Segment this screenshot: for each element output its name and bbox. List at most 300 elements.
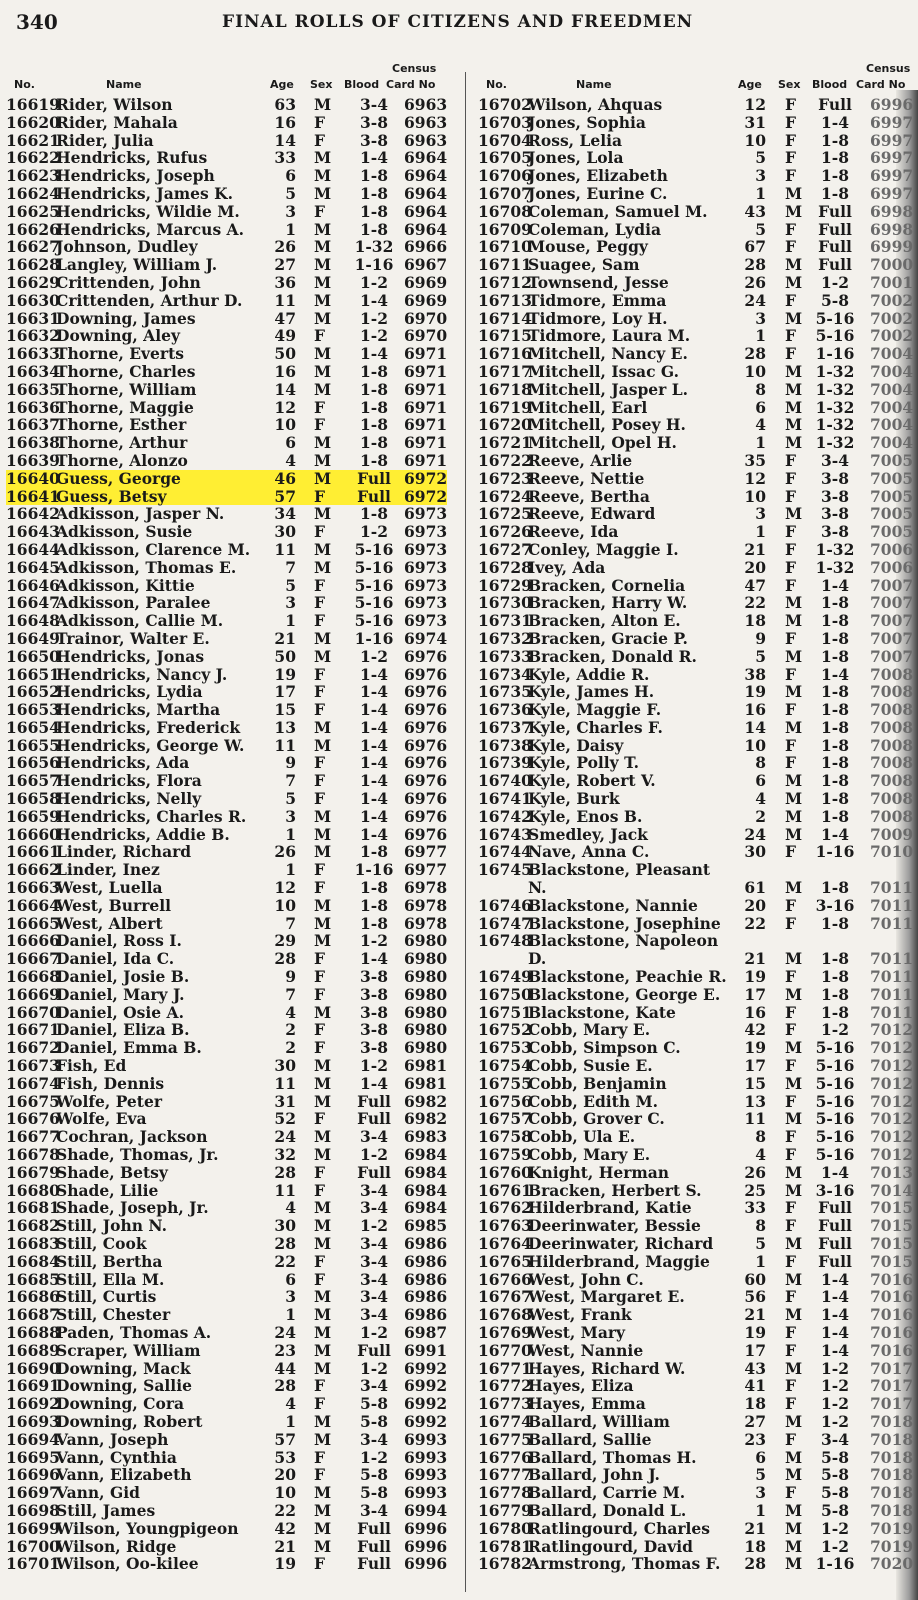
person-name: Still, Ella M. xyxy=(56,1269,165,1289)
person-name: Ballard, Carrie M. xyxy=(528,1483,686,1503)
roll-number: 16778 xyxy=(478,1483,532,1503)
person-name: Adkisson, Callie M. xyxy=(56,611,224,631)
sex: F xyxy=(314,682,326,702)
roll-row xyxy=(6,505,447,523)
roll-number: 16708 xyxy=(478,201,532,221)
age: 11 xyxy=(274,290,296,310)
roll-number: 16646 xyxy=(6,575,60,595)
census-card-number: 7009 xyxy=(870,824,914,844)
roll-number: 16716 xyxy=(478,344,532,364)
blood-quantum: 3-4 xyxy=(359,1500,388,1520)
roll-number: 16662 xyxy=(6,860,60,880)
person-name: Deerinwater, Bessie xyxy=(528,1216,701,1236)
blood-quantum: 1-32 xyxy=(354,237,394,257)
roll-number: 16758 xyxy=(478,1127,532,1147)
roll-number: 16702 xyxy=(478,95,532,114)
roll-number: 16632 xyxy=(6,326,60,346)
left-roll-list xyxy=(6,96,447,1573)
person-name: Reeve, Ida xyxy=(528,522,619,542)
roll-number: 16710 xyxy=(478,237,532,257)
person-name: Jones, Eurine C. xyxy=(528,183,668,203)
roll-row xyxy=(6,1502,447,1520)
sex: F xyxy=(785,95,797,114)
person-name: Ballard, Thomas H. xyxy=(528,1447,697,1467)
census-card-number: 7008 xyxy=(870,771,914,791)
census-card-number: 6984 xyxy=(404,1198,448,1218)
roll-number: 16637 xyxy=(6,415,60,435)
blood-quantum: 1-8 xyxy=(359,415,388,435)
census-card-number: 7005 xyxy=(870,486,914,506)
roll-row xyxy=(478,559,918,577)
person-name: Ratlingourd, Charles xyxy=(528,1518,711,1538)
blood-quantum: 5-16 xyxy=(354,593,394,613)
blood-quantum: Full xyxy=(818,1216,852,1236)
person-name: Daniel, Josie B. xyxy=(56,967,190,987)
age: 2 xyxy=(285,1020,296,1040)
age: 38 xyxy=(744,664,766,684)
blood-quantum: 3-8 xyxy=(820,468,849,488)
blood-quantum: 1-8 xyxy=(820,753,849,773)
person-name: Thorne, Charles xyxy=(56,361,196,381)
roll-row xyxy=(6,292,447,310)
blood-quantum: 3-16 xyxy=(815,895,855,915)
age: 30 xyxy=(274,1056,296,1076)
roll-row xyxy=(478,790,918,808)
sex: M xyxy=(785,878,803,898)
roll-row xyxy=(6,310,447,328)
census-card-number: 6963 xyxy=(404,95,448,114)
blood-quantum: 3-4 xyxy=(359,1234,388,1253)
blood-quantum: Full xyxy=(818,201,852,221)
age: 1 xyxy=(285,1411,296,1431)
age: 28 xyxy=(744,1554,766,1574)
age: 15 xyxy=(274,700,296,720)
roll-row xyxy=(478,381,918,399)
blood-quantum: Full xyxy=(357,1162,391,1182)
roll-number: 16665 xyxy=(6,913,60,933)
header-no: No. xyxy=(14,78,35,91)
person-name: Linder, Richard xyxy=(56,842,192,862)
person-name: Cobb, Simpson C. xyxy=(528,1038,681,1058)
person-name: Bracken, Donald R. xyxy=(528,646,697,666)
sex: M xyxy=(314,255,332,275)
age: 18 xyxy=(744,1536,766,1556)
census-card-number: 6976 xyxy=(404,700,448,720)
sex: M xyxy=(785,789,803,809)
blood-quantum: Full xyxy=(357,1109,391,1129)
person-name: Vann, Gid xyxy=(56,1483,140,1503)
person-name: Shade, Thomas, Jr. xyxy=(56,1145,219,1165)
roll-row xyxy=(478,1413,918,1431)
roll-row xyxy=(478,772,918,790)
age: 2 xyxy=(755,806,766,826)
census-card-number: 6967 xyxy=(404,255,448,275)
roll-row xyxy=(478,879,918,897)
blood-quantum: 1-8 xyxy=(820,183,849,203)
roll-number: 16731 xyxy=(478,611,532,631)
census-card-number: 7016 xyxy=(870,1269,914,1289)
roll-number: 16621 xyxy=(6,130,60,150)
sex: F xyxy=(785,166,797,186)
roll-row xyxy=(6,666,447,684)
sex: F xyxy=(785,1429,797,1449)
roll-number: 16700 xyxy=(6,1536,60,1556)
person-name: Kyle, Maggie F. xyxy=(528,700,662,720)
blood-quantum: 1-2 xyxy=(359,1447,388,1467)
sex: M xyxy=(314,646,332,666)
blood-quantum: 3-4 xyxy=(359,1180,388,1200)
roll-row xyxy=(478,897,918,915)
person-name: Hilderbrand, Maggie xyxy=(528,1251,710,1271)
blood-quantum: 1-4 xyxy=(359,753,388,773)
roll-row xyxy=(478,1253,918,1271)
roll-number: 16719 xyxy=(478,397,532,417)
roll-row xyxy=(478,416,918,434)
sex: F xyxy=(785,1376,797,1396)
census-card-number: 6998 xyxy=(870,201,914,221)
sex: M xyxy=(785,1162,803,1182)
sex: M xyxy=(314,1340,332,1360)
age: 9 xyxy=(285,967,296,987)
sex: F xyxy=(785,1251,797,1271)
census-card-number: 7015 xyxy=(870,1234,914,1253)
age: 3 xyxy=(285,806,296,826)
sex: M xyxy=(785,1234,803,1253)
roll-row xyxy=(478,1146,918,1164)
blood-quantum: 1-2 xyxy=(359,522,388,542)
blood-quantum: 1-4 xyxy=(820,1322,849,1342)
census-card-number: 7011 xyxy=(870,878,914,898)
sex: F xyxy=(314,575,326,595)
person-name: Thorne, Maggie xyxy=(56,397,194,417)
blood-quantum: 1-8 xyxy=(359,166,388,186)
header-census: Census xyxy=(392,62,437,75)
person-name: Still, Curtis xyxy=(56,1287,157,1307)
sex: M xyxy=(314,735,332,755)
age: 26 xyxy=(274,842,296,862)
census-card-number: 6978 xyxy=(404,913,448,933)
sex: F xyxy=(314,397,326,417)
age: 7 xyxy=(285,913,296,933)
sex: M xyxy=(314,1500,332,1520)
blood-quantum: 1-32 xyxy=(815,379,855,399)
roll-row xyxy=(478,1377,918,1395)
census-card-number: 6980 xyxy=(404,1002,448,1022)
roll-row xyxy=(478,1288,918,1306)
age: 50 xyxy=(274,646,296,666)
sex: M xyxy=(314,1518,332,1538)
roll-number: 16641 xyxy=(6,486,60,506)
person-name: Kyle, Charles F. xyxy=(528,717,663,737)
age: 20 xyxy=(274,1465,296,1485)
roll-number: 16780 xyxy=(478,1518,532,1538)
blood-quantum: 3-8 xyxy=(359,112,388,132)
person-name: Langley, William J. xyxy=(56,255,218,275)
sex: M xyxy=(785,361,803,381)
census-card-number: 7005 xyxy=(870,522,914,542)
age: 24 xyxy=(274,1127,296,1147)
sex: M xyxy=(314,1127,332,1147)
age: 10 xyxy=(744,486,766,506)
age: 30 xyxy=(274,522,296,542)
roll-row xyxy=(478,1484,918,1502)
sex: F xyxy=(314,1554,326,1574)
census-card-number: 7013 xyxy=(870,1162,914,1182)
person-name: Cobb, Mary E. xyxy=(528,1145,651,1165)
blood-quantum: 5-8 xyxy=(359,1483,388,1503)
person-name: Hilderbrand, Katie xyxy=(528,1198,692,1218)
blood-quantum: 1-8 xyxy=(820,166,849,186)
roll-number: 16655 xyxy=(6,735,60,755)
age: 18 xyxy=(744,611,766,631)
person-name: Ballard, William xyxy=(528,1411,670,1431)
roll-row xyxy=(478,149,918,167)
roll-number: 16727 xyxy=(478,539,532,559)
census-card-number: 7012 xyxy=(870,1020,914,1040)
age: 7 xyxy=(285,557,296,577)
blood-quantum: 1-2 xyxy=(820,1358,849,1378)
blood-quantum: 3-8 xyxy=(359,967,388,987)
roll-number: 16676 xyxy=(6,1109,60,1129)
roll-number: 16631 xyxy=(6,308,60,328)
header-sex: Sex xyxy=(778,78,801,91)
sex: M xyxy=(314,308,332,328)
sex: F xyxy=(785,967,797,987)
age: 28 xyxy=(744,344,766,364)
census-card-number: 6993 xyxy=(404,1465,448,1485)
age: 8 xyxy=(755,1127,766,1147)
census-card-number: 6964 xyxy=(404,219,448,239)
sex: F xyxy=(314,1180,326,1200)
blood-quantum: 3-16 xyxy=(815,1180,855,1200)
census-card-number: 7008 xyxy=(870,806,914,826)
roll-number: 16726 xyxy=(478,522,532,542)
roll-row xyxy=(478,1164,918,1182)
roll-row xyxy=(6,1146,447,1164)
sex: F xyxy=(785,628,797,648)
blood-quantum: 1-8 xyxy=(359,361,388,381)
roll-number: 16671 xyxy=(6,1020,60,1040)
roll-row xyxy=(478,594,918,612)
blood-quantum: 1-2 xyxy=(820,1376,849,1396)
age: 28 xyxy=(274,1376,296,1396)
age: 46 xyxy=(274,468,296,488)
age: 4 xyxy=(285,450,296,470)
age: 19 xyxy=(744,1038,766,1058)
person-name: Adkisson, Thomas E. xyxy=(56,557,237,577)
person-name: Daniel, Ross I. xyxy=(56,931,182,951)
age: 16 xyxy=(744,1002,766,1022)
person-name: Hendricks, Nancy J. xyxy=(56,664,228,684)
sex: M xyxy=(785,1358,803,1378)
blood-quantum: 3-8 xyxy=(359,1038,388,1058)
roll-number: 16748 xyxy=(478,931,532,951)
roll-number: 16628 xyxy=(6,255,60,275)
census-card-number: 6976 xyxy=(404,682,448,702)
blood-quantum: 1-16 xyxy=(354,628,394,648)
person-name: West, Albert xyxy=(56,913,163,933)
census-card-number: 7015 xyxy=(870,1198,914,1218)
header-census: Census xyxy=(866,62,911,75)
census-card-number: 6976 xyxy=(404,824,448,844)
blood-quantum: 1-4 xyxy=(359,682,388,702)
person-name: Ratlingourd, David xyxy=(528,1536,693,1556)
header-age: Age xyxy=(738,78,762,91)
person-name: Bracken, Alton E. xyxy=(528,611,681,631)
roll-number: 16679 xyxy=(6,1162,60,1182)
roll-number: 16669 xyxy=(6,984,60,1004)
roll-row xyxy=(478,345,918,363)
census-card-number: 7019 xyxy=(870,1518,914,1538)
age: 17 xyxy=(744,984,766,1004)
roll-row xyxy=(478,950,918,968)
roll-row xyxy=(478,470,918,488)
roll-number: 16730 xyxy=(478,593,532,613)
blood-quantum: 1-8 xyxy=(820,611,849,631)
blood-quantum: 1-8 xyxy=(359,878,388,898)
age: 35 xyxy=(744,450,766,470)
roll-number: 16761 xyxy=(478,1180,532,1200)
person-name: Hendricks, Joseph xyxy=(56,166,215,186)
person-name: Conley, Maggie I. xyxy=(528,539,679,559)
person-name: Cobb, Susie E. xyxy=(528,1056,653,1076)
blood-quantum: 1-4 xyxy=(359,290,388,310)
blood-quantum: 1-8 xyxy=(820,771,849,791)
roll-row xyxy=(6,1288,447,1306)
roll-row xyxy=(478,1057,918,1075)
sex: M xyxy=(314,824,332,844)
census-card-number: 7012 xyxy=(870,1145,914,1165)
sex: M xyxy=(314,717,332,737)
roll-number: 16675 xyxy=(6,1091,60,1111)
census-card-number: 6973 xyxy=(404,539,448,559)
roll-number: 16717 xyxy=(478,361,532,381)
roll-row xyxy=(478,1075,918,1093)
census-card-number: 7004 xyxy=(870,415,914,435)
census-card-number: 6976 xyxy=(404,789,448,809)
age: 3 xyxy=(755,504,766,524)
census-card-number: 7018 xyxy=(870,1465,914,1485)
blood-quantum: 3-4 xyxy=(359,95,388,114)
person-name: West, Burrell xyxy=(56,895,172,915)
sex: M xyxy=(785,593,803,613)
roll-row xyxy=(478,310,918,328)
age: 1 xyxy=(285,611,296,631)
roll-number: 16751 xyxy=(478,1002,532,1022)
age: 2 xyxy=(285,1038,296,1058)
census-card-number: 7004 xyxy=(870,397,914,417)
census-card-number: 6986 xyxy=(404,1234,448,1253)
person-name: Adkisson, Susie xyxy=(56,522,193,542)
roll-number: 16709 xyxy=(478,219,532,239)
roll-number: 16622 xyxy=(6,148,60,168)
sex: M xyxy=(785,824,803,844)
roll-number: 16635 xyxy=(6,379,60,399)
sex: F xyxy=(785,344,797,364)
roll-number: 16759 xyxy=(478,1145,532,1165)
roll-number: 16772 xyxy=(478,1376,532,1396)
blood-quantum: 1-2 xyxy=(359,931,388,951)
age: 6 xyxy=(285,433,296,453)
sex: M xyxy=(314,1145,332,1165)
age: 6 xyxy=(755,1447,766,1467)
sex: M xyxy=(785,272,803,292)
age: 56 xyxy=(744,1287,766,1307)
person-name: Hayes, Richard W. xyxy=(528,1358,686,1378)
person-name: Downing, James xyxy=(56,308,196,328)
person-name: Armstrong, Thomas F. xyxy=(528,1554,721,1574)
roll-number: 16695 xyxy=(6,1447,60,1467)
sex: F xyxy=(314,1465,326,1485)
census-card-number: 6971 xyxy=(404,361,448,381)
person-name: Jones, Elizabeth xyxy=(528,166,668,186)
census-card-number: 6997 xyxy=(870,166,914,186)
age: 63 xyxy=(274,95,296,114)
age: 21 xyxy=(274,628,296,648)
roll-row xyxy=(478,1021,918,1039)
person-name: Kyle, Polly T. xyxy=(528,753,640,773)
census-card-number: 6971 xyxy=(404,450,448,470)
blood-quantum: 1-32 xyxy=(815,397,855,417)
person-name: Coleman, Lydia xyxy=(528,219,662,239)
census-card-number: 6996 xyxy=(870,95,914,114)
roll-number: 16623 xyxy=(6,166,60,186)
roll-row xyxy=(6,1555,447,1573)
sex: M xyxy=(785,611,803,631)
census-card-number: 6976 xyxy=(404,806,448,826)
person-name: Kyle, Robert V. xyxy=(528,771,656,791)
person-name: Johnson, Dudley xyxy=(56,237,198,257)
census-card-number: 7008 xyxy=(870,789,914,809)
census-card-number: 7015 xyxy=(870,1216,914,1236)
age: 5 xyxy=(755,219,766,239)
census-card-number: 7018 xyxy=(870,1429,914,1449)
census-card-number: 7011 xyxy=(870,949,914,969)
roll-row xyxy=(6,843,447,861)
blood-quantum: 5-16 xyxy=(815,1145,855,1165)
age: 12 xyxy=(274,397,296,417)
age: 30 xyxy=(744,842,766,862)
age: 21 xyxy=(744,539,766,559)
sex: F xyxy=(314,522,326,542)
census-card-number: 6973 xyxy=(404,557,448,577)
age: 19 xyxy=(274,664,296,684)
person-name: Mitchell, Posey H. xyxy=(528,415,686,435)
roll-row xyxy=(6,808,447,826)
age: 13 xyxy=(744,1091,766,1111)
person-name: Reeve, Nettie xyxy=(528,468,645,488)
roll-row xyxy=(6,719,447,737)
age: 24 xyxy=(744,290,766,310)
age: 18 xyxy=(744,1394,766,1414)
age: 21 xyxy=(274,1536,296,1556)
sex: F xyxy=(785,735,797,755)
roll-number: 16648 xyxy=(6,611,60,631)
blood-quantum: 3-8 xyxy=(359,1020,388,1040)
age: 4 xyxy=(285,1198,296,1218)
roll-number: 16725 xyxy=(478,504,532,524)
roll-number: 16704 xyxy=(478,130,532,150)
roll-row xyxy=(6,452,447,470)
person-name: Shade, Joseph, Jr. xyxy=(56,1198,209,1218)
census-card-number: 6980 xyxy=(404,949,448,969)
blood-quantum: 1-4 xyxy=(359,664,388,684)
sex: F xyxy=(314,753,326,773)
roll-row xyxy=(6,1449,447,1467)
age: 12 xyxy=(744,95,766,114)
census-card-number: 6997 xyxy=(870,130,914,150)
person-name: Cobb, Grover C. xyxy=(528,1109,665,1129)
